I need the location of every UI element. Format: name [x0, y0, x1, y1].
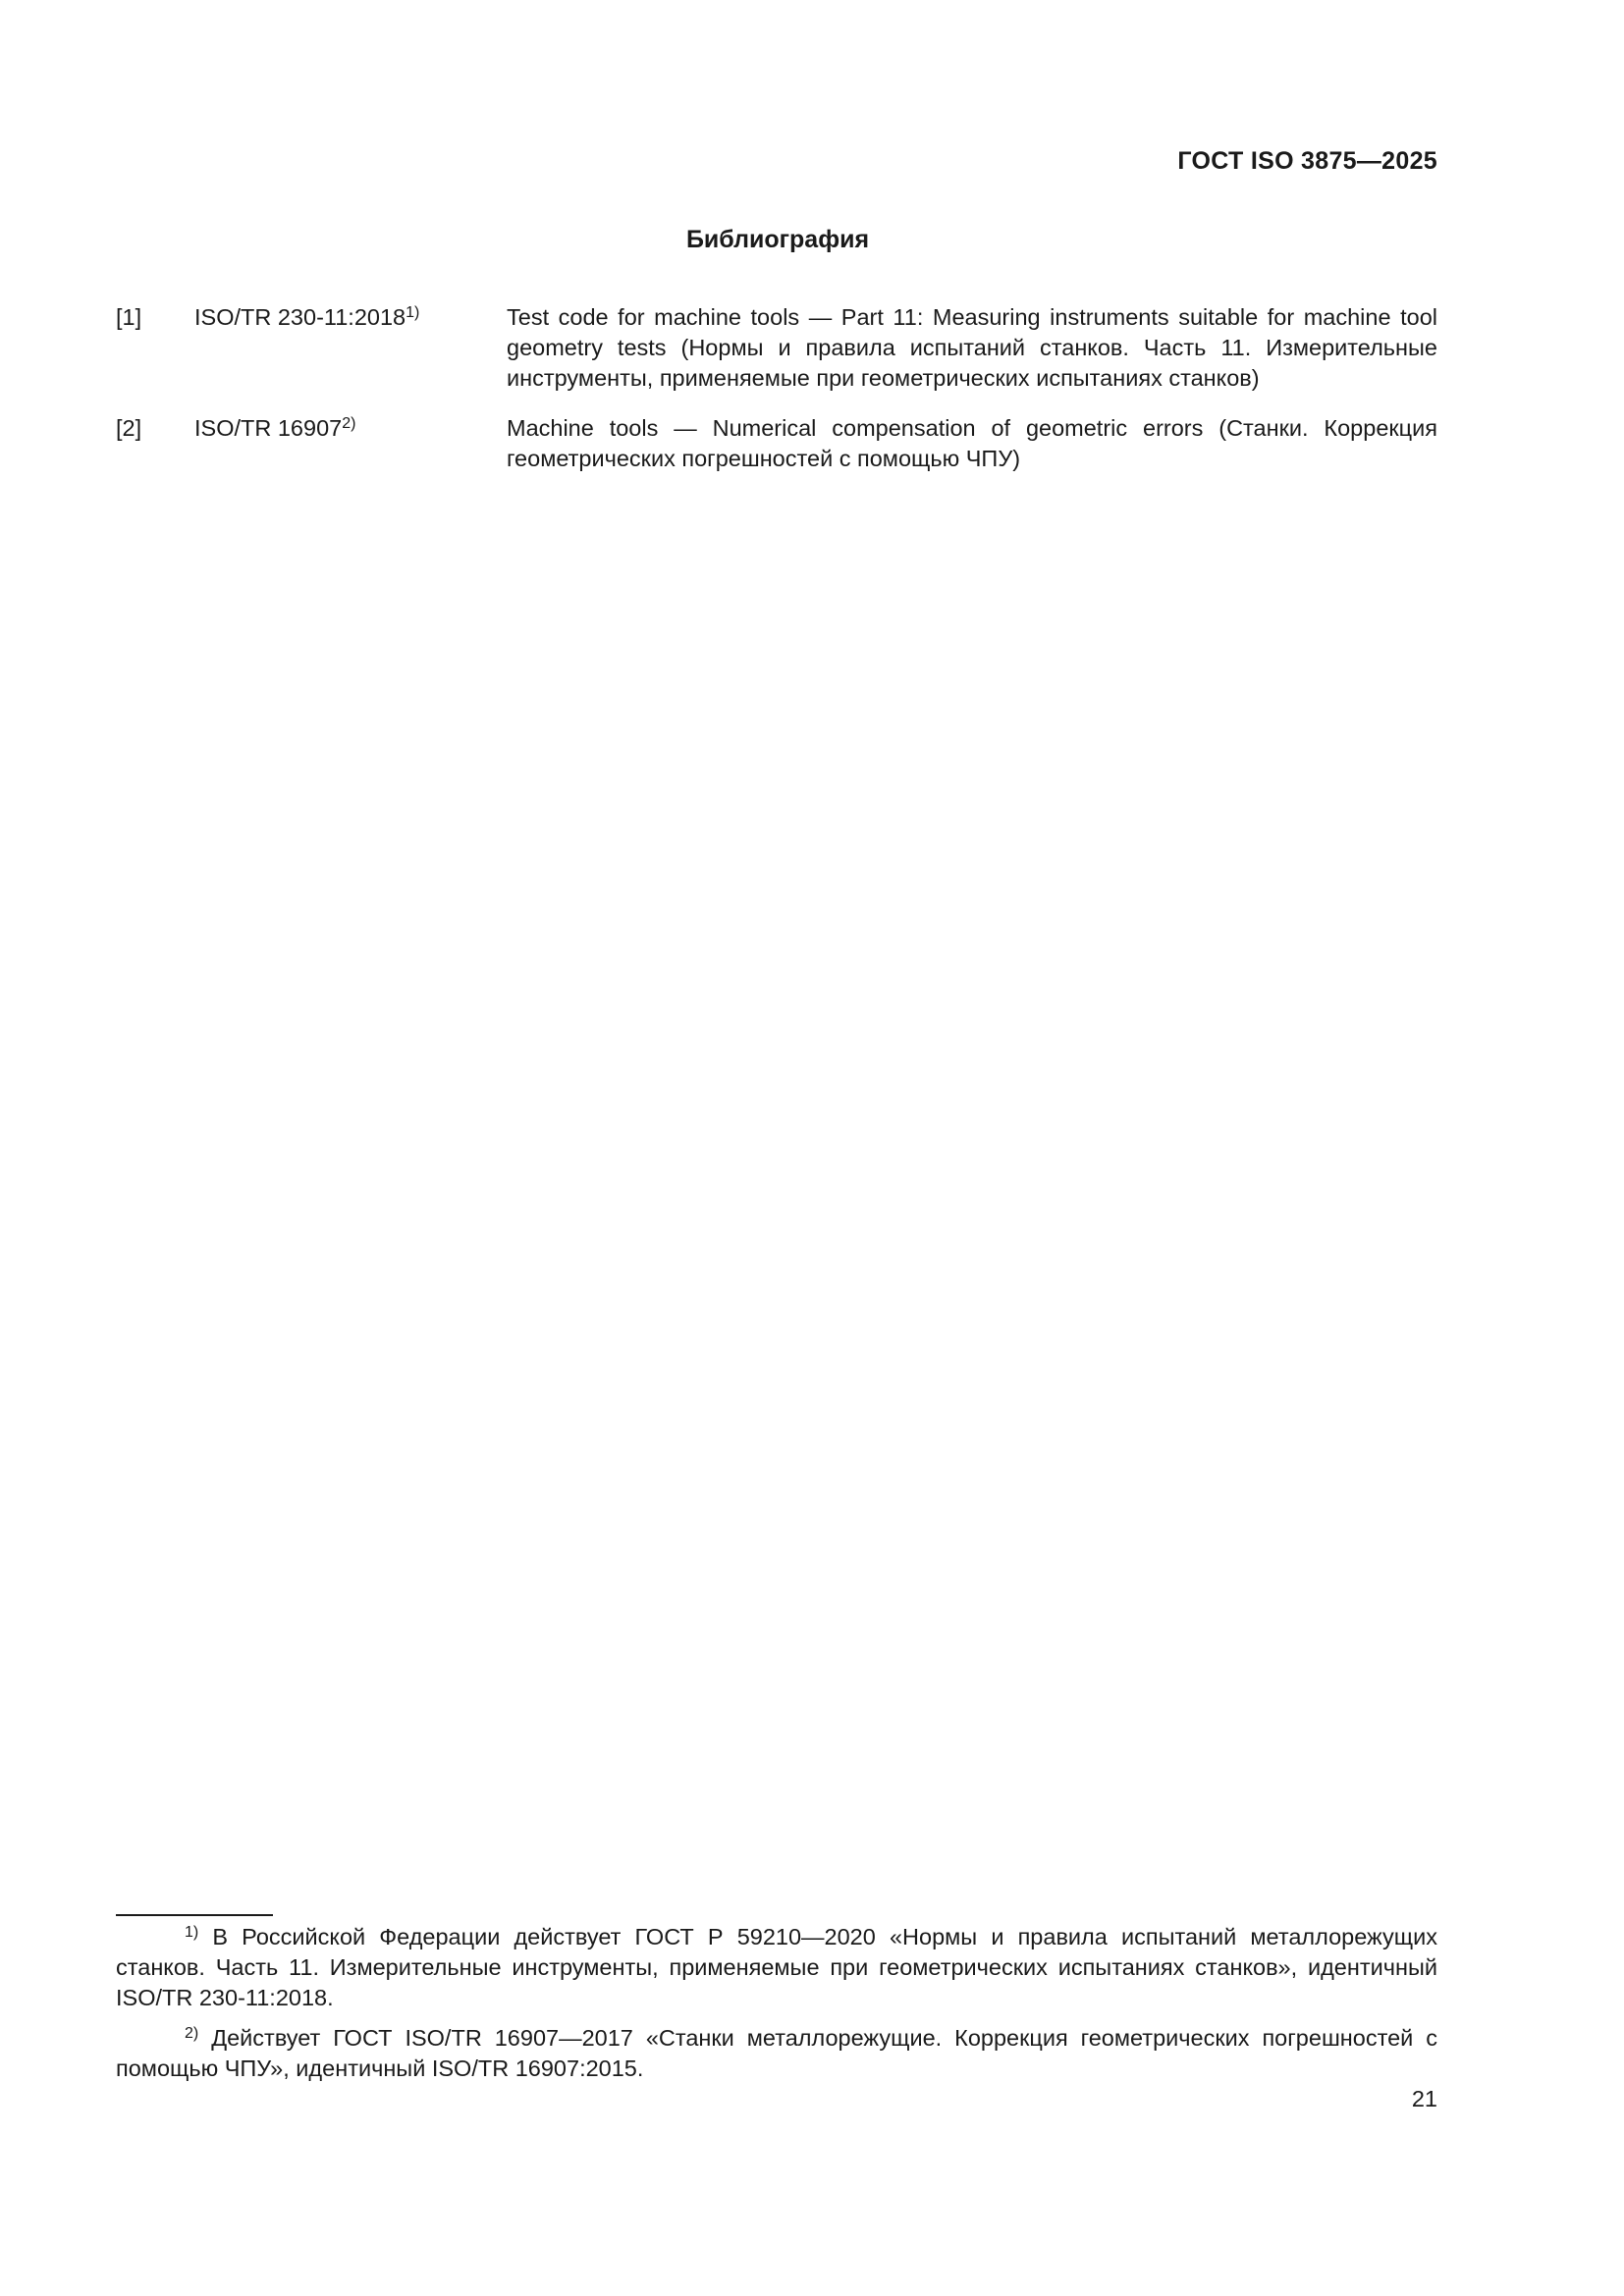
entry-number: [1]: [116, 304, 142, 330]
footnote-reference: 1): [406, 304, 420, 321]
footnotes-section: [116, 1914, 1437, 2094]
footnote-reference: 2): [342, 415, 356, 432]
bibliography-title: Библиография: [685, 226, 870, 253]
footnote-text: Действует ГОСТ ISO/TR 16907—2017 «Станки металлорежущие. Коррекция геометрических погрешностей с помощью ЧПУ», идентичный ISO/TR 16907:2015.: [116, 2025, 1437, 2081]
entry-title: Machine tools — Numerical compensation of geometric errors (Станки. Коррекция геометрических погрешностей с помощью ЧПУ): [507, 415, 1437, 471]
entry-number: [2]: [116, 415, 142, 441]
footnote: [116, 1922, 1437, 2013]
entry-reference: [194, 413, 355, 444]
footnote-text: В Российской Федерации действует ГОСТ Р 59210—2020 «Нормы и правила испытаний металлорежущих станков. Часть 11. Измерительные инструменты, применяемые при геометрических испытаниях станков», идентичный ISO/TR 230-11:2018.: [116, 1924, 1437, 2010]
entry-reference: [194, 302, 419, 333]
page-number: 21: [1411, 2086, 1437, 2111]
footnote-mark: 2): [185, 2025, 199, 2042]
entry-reference-code: ISO/TR 16907: [194, 415, 343, 441]
entry-title: Test code for machine tools — Part 11: Measuring instruments suitable for machine tool geometry tests (Нормы и правила испытаний станков. Часть 11. Измерительные инструменты, применяемые при геометрических испытаниях станков): [507, 304, 1437, 391]
standard-designation: ГОСТ ISO 3875—2025: [1177, 147, 1437, 175]
footnote-separator: [116, 1914, 273, 1916]
bibliography-entry: [116, 302, 1437, 394]
footnote: [116, 2023, 1437, 2084]
entry-reference-code: ISO/TR 230-11:2018: [194, 304, 406, 330]
bibliography-entry: [116, 413, 1437, 474]
bibliography-list: [116, 302, 1437, 494]
footnote-mark: 1): [185, 1924, 199, 1941]
